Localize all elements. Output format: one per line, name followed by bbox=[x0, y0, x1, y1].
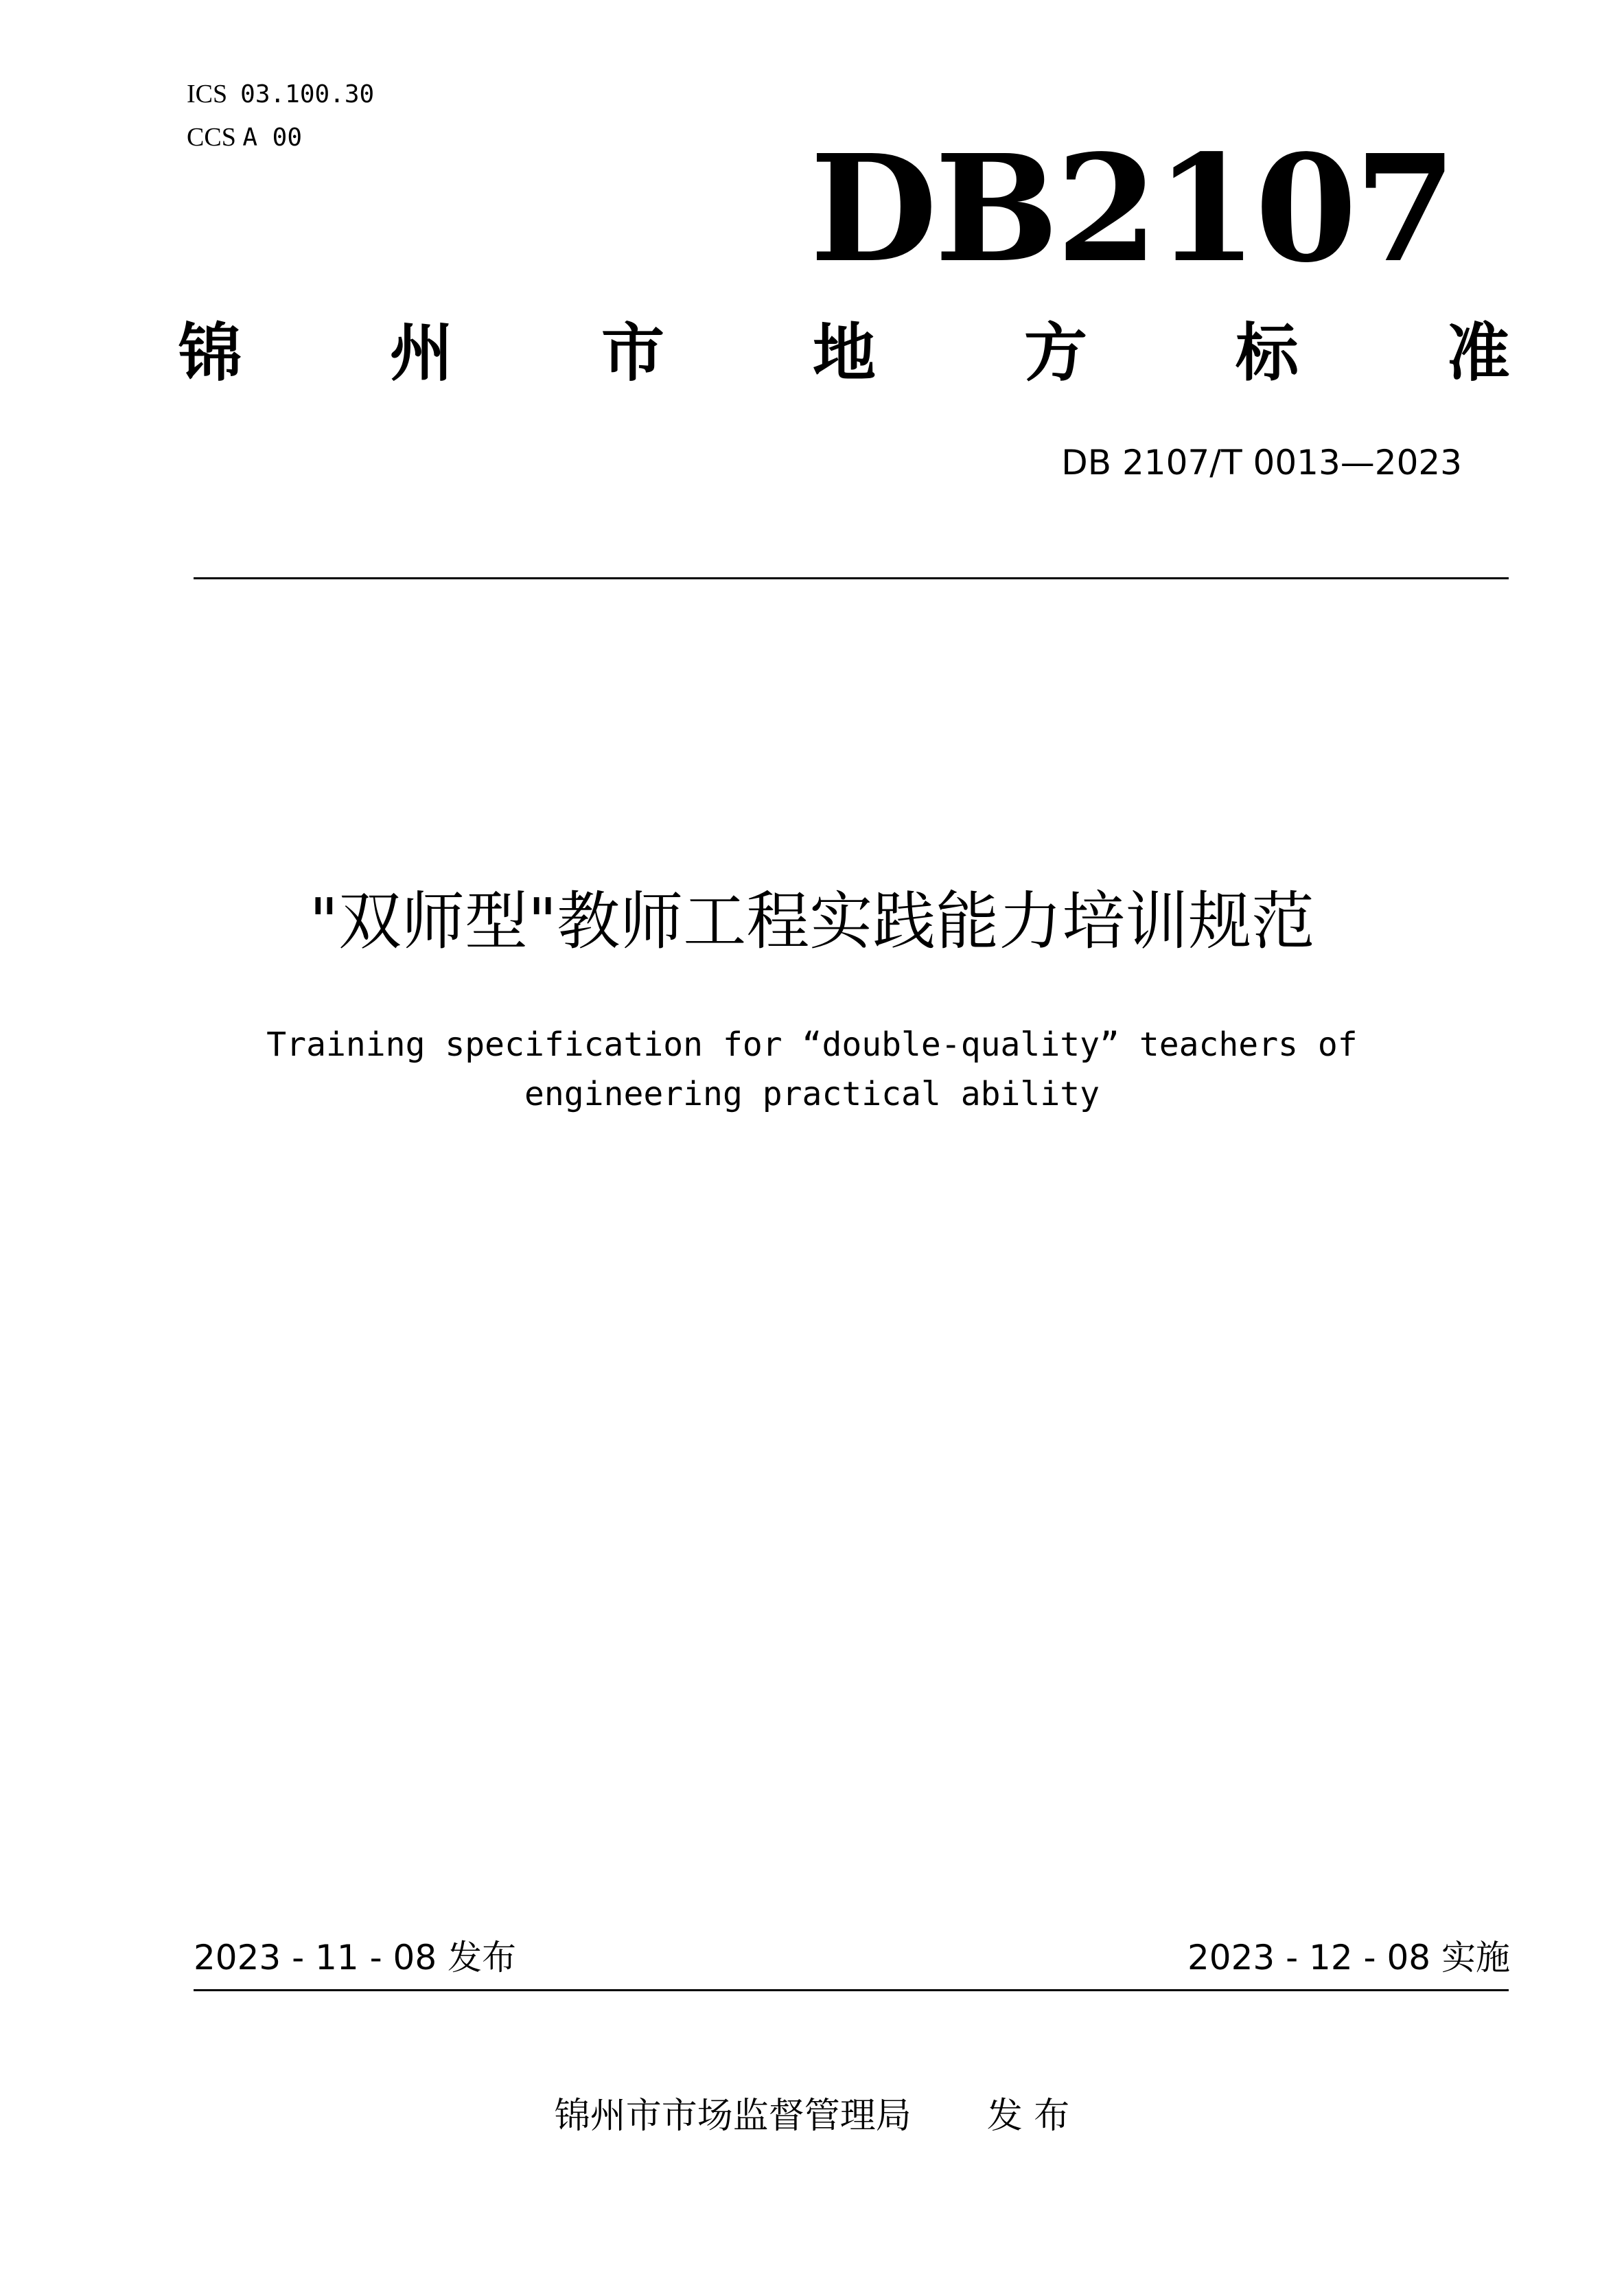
issue-action: 发 布 bbox=[986, 2096, 1070, 2137]
ccs-value: A 00 bbox=[242, 124, 303, 152]
standard-type-char: 市 bbox=[601, 316, 664, 390]
document-title-english-line-1: Training specification for “double-quality” teachers of bbox=[266, 1025, 1358, 1064]
issuer-line bbox=[0, 2094, 1624, 2139]
header-divider bbox=[194, 577, 1509, 579]
standard-type bbox=[178, 316, 1510, 391]
standard-type-char: 州 bbox=[389, 316, 453, 390]
standard-type-char: 锦 bbox=[178, 316, 242, 390]
issuer-name: 锦州市市场监督管理局 bbox=[554, 2096, 912, 2137]
footer-divider bbox=[194, 1989, 1509, 1991]
document-title-english-line-2: engineering practical ability bbox=[524, 1075, 1100, 1113]
standard-number: DB 2107/T 0013—2023 bbox=[1061, 443, 1462, 483]
ccs-code bbox=[187, 122, 302, 153]
standard-logo: DB2107 bbox=[810, 123, 1454, 295]
ics-code bbox=[187, 79, 374, 110]
standard-type-char: 方 bbox=[1023, 316, 1087, 390]
document-title-chinese: "双师型"教师工程实践能力培训规范 bbox=[309, 885, 1315, 958]
implement-date: 2023 - 12 - 08 实施 bbox=[1187, 1938, 1510, 1978]
ccs-label: CCS bbox=[187, 123, 236, 152]
standard-type-char: 标 bbox=[1235, 316, 1299, 390]
ics-value: 03.100.30 bbox=[240, 80, 375, 108]
standard-type-char: 准 bbox=[1446, 316, 1510, 390]
ics-label: ICS bbox=[187, 80, 228, 108]
publish-date: 2023 - 11 - 08 发布 bbox=[194, 1938, 517, 1978]
standard-type-char: 地 bbox=[812, 316, 876, 390]
